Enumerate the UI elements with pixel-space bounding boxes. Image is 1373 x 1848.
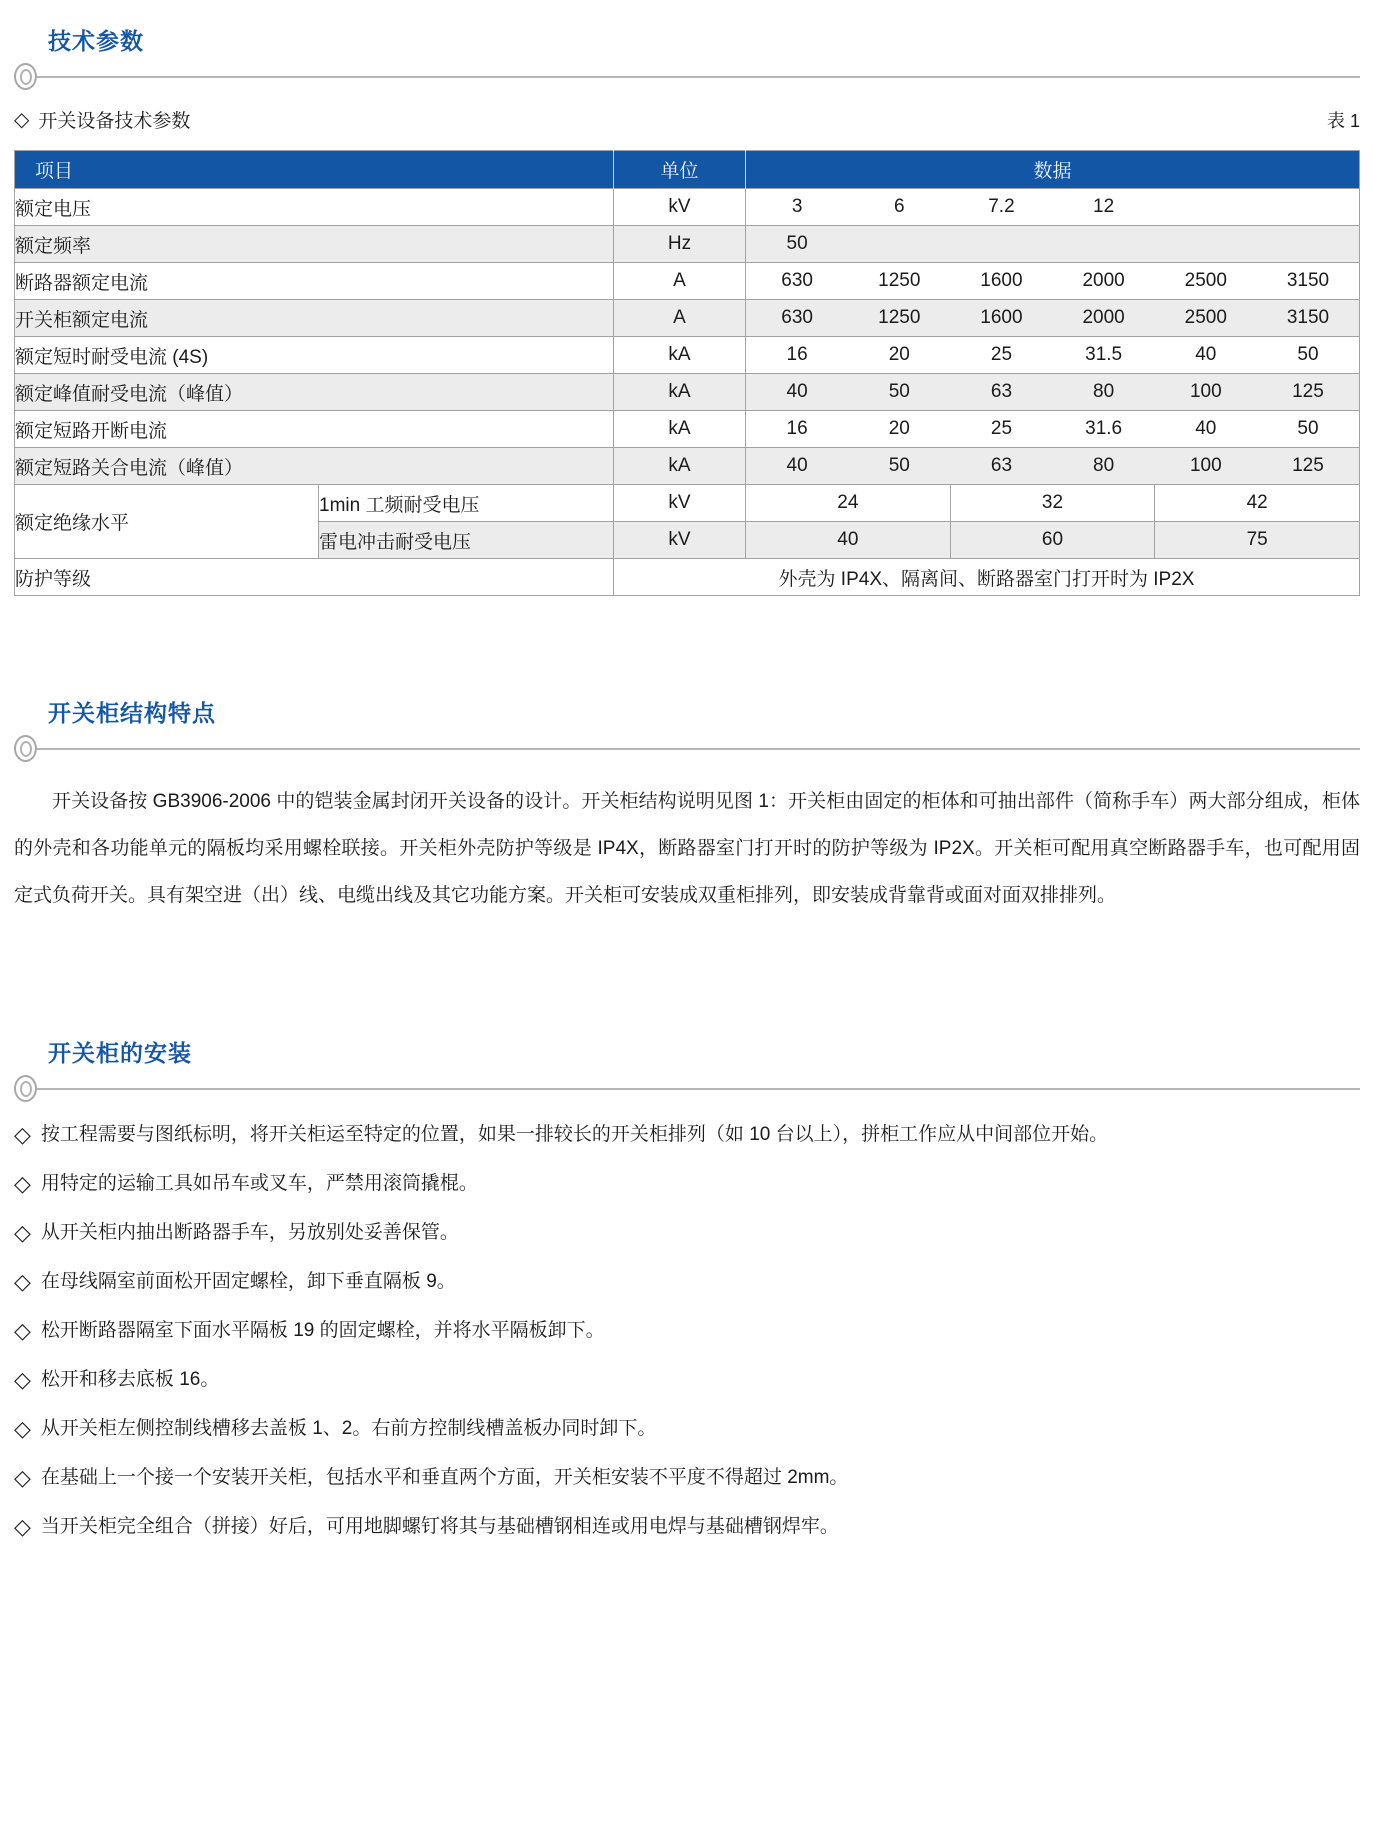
row-values [746, 411, 1360, 448]
row-item: 防护等级 [15, 559, 614, 596]
row-unit: kA [614, 337, 746, 374]
section-title-install: 开关柜的安装 [48, 1040, 192, 1066]
value-cell: 12 [1093, 196, 1115, 217]
value-cell: 50 [1297, 344, 1319, 365]
value-cell: 25 [990, 344, 1013, 365]
value-cell: 32 [950, 485, 1155, 522]
row-values [746, 226, 1360, 263]
install-step-text: 在母线隔室前面松开固定螺栓，卸下垂直隔板 9。 [40, 1271, 456, 1292]
table-intro [14, 106, 190, 133]
install-step [14, 1122, 1360, 1148]
row-item: 额定绝缘水平 [15, 485, 319, 559]
row-unit: kA [614, 374, 746, 411]
install-step [14, 1318, 1360, 1344]
value-cell: 31.6 [1085, 418, 1123, 439]
value-cell: 7.2 [988, 196, 1015, 217]
row-values [746, 337, 1360, 374]
divider-line [37, 748, 1360, 750]
value-cell: 1600 [980, 270, 1023, 291]
row-unit: kV [614, 189, 746, 226]
value-cell: 80 [1093, 381, 1115, 402]
install-step [14, 1514, 1360, 1540]
install-step [14, 1367, 1360, 1393]
value-cell: 40 [786, 381, 808, 402]
ring-inner-icon [20, 1081, 32, 1097]
value-cell [1257, 196, 1359, 218]
value-cell [1155, 233, 1257, 255]
install-step [14, 1220, 1360, 1246]
row-values [746, 448, 1360, 485]
install-step-text: 当开关柜完全组合（拼接）好后，可用地脚螺钉将其与基础槽钢相连或用电焊与基础槽钢焊牢。 [40, 1516, 839, 1537]
value-cell: 20 [888, 418, 910, 439]
row-values [746, 300, 1360, 337]
section-divider [0, 735, 1373, 762]
diamond-icon: ◇ [14, 1269, 31, 1294]
value-cell: 125 [1292, 455, 1324, 476]
install-step [14, 1171, 1360, 1197]
value-cell: 6 [893, 196, 905, 217]
section-structure-features [0, 698, 1373, 919]
value-cell: 3150 [1286, 307, 1330, 328]
diamond-icon: ◇ [14, 1318, 31, 1343]
install-step-text: 在基础上一个接一个安装开关柜，包括水平和垂直两个方面，开关柜安装不平度不得超过 2mm。 [40, 1467, 849, 1488]
row-item: 开关柜额定电流 [15, 300, 614, 337]
header-data: 数据 [746, 151, 1360, 189]
value-cell: 80 [1093, 455, 1115, 476]
section-title-structure: 开关柜结构特点 [48, 700, 216, 726]
divider-line [37, 1088, 1360, 1090]
value-cell [1257, 233, 1359, 255]
row-unit: kA [614, 411, 746, 448]
value-cell: 40 [746, 522, 951, 559]
install-step-text: 松开和移去底板 16。 [40, 1369, 220, 1390]
row-values [746, 374, 1360, 411]
value-cell: 2000 [1082, 307, 1125, 328]
table-header-row [15, 151, 1360, 189]
value-cell [1155, 196, 1257, 218]
header-item: 项目 [15, 151, 614, 189]
install-step-text: 从开关柜左侧控制线槽移去盖板 1、2。右前方控制线槽盖板办同时卸下。 [40, 1418, 657, 1439]
value-cell: 60 [950, 522, 1155, 559]
value-cell: 1250 [878, 270, 921, 291]
diamond-icon: ◇ [14, 1416, 31, 1441]
table-intro-label: 开关设备技术参数 [38, 111, 191, 132]
install-step-text: 松开断路器隔室下面水平隔板 19 的固定螺栓，并将水平隔板卸下。 [40, 1320, 605, 1341]
install-step-text: 按工程需要与图纸标明，将开关柜运至特定的位置，如果一排较长的开关柜排列（如 10 台以上），拼柜工作应从中间部位开始。 [40, 1124, 1109, 1145]
value-cell: 50 [888, 381, 910, 402]
install-step [14, 1416, 1360, 1442]
table-row-protection [15, 559, 1360, 596]
value-cell: 2000 [1082, 270, 1125, 291]
diamond-icon: ◇ [14, 108, 30, 131]
install-steps-list [14, 1122, 1360, 1540]
value-cell: 125 [1292, 381, 1324, 402]
row-item: 额定峰值耐受电流（峰值） [15, 374, 614, 411]
value-cell: 630 [781, 270, 813, 291]
value-cell: 40 [786, 455, 808, 476]
table-caption: 表 1 [1326, 111, 1360, 131]
install-step-text: 用特定的运输工具如吊车或叉车，严禁用滚筒撬棍。 [40, 1173, 478, 1194]
value-cell: 40 [1195, 418, 1217, 439]
row-unit: A [614, 300, 746, 337]
value-cell: 50 [1297, 418, 1319, 439]
section-technical-parameters [0, 26, 1373, 596]
ring-inner-icon [20, 741, 32, 757]
row-sub-item: 雷电冲击耐受电压 [319, 522, 614, 559]
table-row [15, 300, 1360, 337]
install-step [14, 1269, 1360, 1295]
diamond-icon: ◇ [14, 1171, 31, 1196]
diamond-icon: ◇ [14, 1465, 31, 1490]
install-step-text: 从开关柜内抽出断路器手车，另放别处妥善保管。 [40, 1222, 459, 1243]
header-unit: 单位 [614, 151, 746, 189]
ring-icon [14, 1075, 37, 1102]
section-installation [0, 1038, 1373, 1563]
value-cell: 25 [990, 418, 1013, 439]
value-cell: 20 [888, 344, 910, 365]
table-row [15, 189, 1360, 226]
spec-table [14, 150, 1360, 596]
value-cell: 50 [888, 455, 910, 476]
diamond-icon: ◇ [14, 1514, 31, 1539]
value-cell: 24 [746, 485, 951, 522]
value-cell: 1250 [878, 307, 921, 328]
value-cell: 630 [781, 307, 813, 328]
value-cell: 100 [1189, 455, 1222, 476]
row-item: 额定短路开断电流 [15, 411, 614, 448]
row-item: 额定频率 [15, 226, 614, 263]
table-row-insulation-1 [15, 485, 1360, 522]
row-unit: Hz [614, 226, 746, 263]
value-cell: 2500 [1184, 270, 1227, 291]
row-values [746, 189, 1360, 226]
value-cell: 3 [791, 196, 803, 217]
value-cell: 1600 [980, 307, 1023, 328]
ring-inner-icon [20, 69, 32, 85]
value-cell: 16 [786, 418, 808, 439]
table-row [15, 374, 1360, 411]
row-item: 断路器额定电流 [15, 263, 614, 300]
value-cell: 16 [786, 344, 808, 365]
install-step [14, 1465, 1360, 1491]
table-row [15, 263, 1360, 300]
row-item: 额定短时耐受电流 (4S) [15, 337, 614, 374]
row-unit: kV [614, 485, 746, 522]
row-unit: A [614, 263, 746, 300]
ring-icon [14, 63, 37, 90]
diamond-icon: ◇ [14, 1367, 31, 1392]
value-cell: 75 [1155, 522, 1360, 559]
section-divider [0, 63, 1373, 90]
divider-line [37, 76, 1360, 78]
protection-value: 外壳为 IP4X、隔离间、断路器室门打开时为 IP2X [614, 559, 1360, 596]
table-row [15, 448, 1360, 485]
table-intro-row [14, 106, 1360, 133]
value-cell [1053, 233, 1155, 255]
table-row [15, 226, 1360, 263]
ring-icon [14, 735, 37, 762]
structure-paragraph: 开关设备按 GB3906-2006 中的铠装金属封闭开关设备的设计。开关柜结构说明见图 1：开关柜由固定的柜体和可抽出部件（简称手车）两大部分组成，柜体的外壳和各功能单元的隔板均采用螺栓联接。开关柜外壳防护等级是 IP4X，断路器室门打开时的防护等级为 IP2X。开关柜可配用真空断路器手车，也可配用固定式负荷开关。具有架空进（出）线、电缆出线及其它功能方案。开关柜可安装成双重柜排列，即安装成背靠背或面对面双排排列。 [14, 791, 1360, 906]
value-cell: 40 [1195, 344, 1217, 365]
diamond-icon: ◇ [14, 1220, 31, 1245]
value-cell: 31.5 [1085, 344, 1123, 365]
value-cell: 50 [786, 233, 808, 254]
row-item: 额定短路关合电流（峰值） [15, 448, 614, 485]
value-cell [848, 233, 950, 255]
row-sub-item: 1min 工频耐受电压 [319, 485, 614, 522]
value-cell: 63 [990, 455, 1013, 476]
table-row [15, 337, 1360, 374]
row-values [746, 263, 1360, 300]
row-item: 额定电压 [15, 189, 614, 226]
section-divider [0, 1075, 1373, 1102]
value-cell: 100 [1189, 381, 1222, 402]
value-cell: 42 [1155, 485, 1360, 522]
row-unit: kV [614, 522, 746, 559]
value-cell: 63 [990, 381, 1013, 402]
value-cell [950, 233, 1052, 255]
section-title-tech: 技术参数 [48, 28, 144, 54]
table-row [15, 411, 1360, 448]
value-cell: 3150 [1286, 270, 1330, 291]
row-unit: kA [614, 448, 746, 485]
value-cell: 2500 [1184, 307, 1227, 328]
diamond-icon: ◇ [14, 1122, 31, 1147]
